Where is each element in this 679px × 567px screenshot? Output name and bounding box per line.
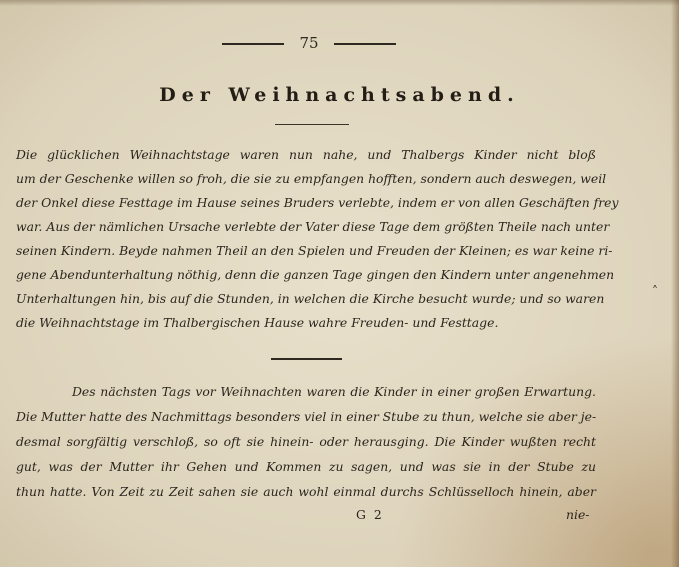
title-rule xyxy=(275,124,349,125)
chapter-title: Der Weihnachtsabend. xyxy=(159,84,520,106)
text-line: desmal sorgfältig verschloß, so oft sie hinein- oder herausging. Die Kinder wußten recht xyxy=(16,434,596,449)
text-line: die Weihnachtstage im Thalbergischen Hause wahre Freuden- und Festtage. xyxy=(16,315,499,330)
page-number: 75 xyxy=(299,34,319,52)
text-line: um der Geschenke willen so froh, die sie zu empfangen hofften, sondern auch deswegen, weil xyxy=(16,171,607,186)
text-line: Die Mutter hatte des Nachmittags besonders viel in einer Stube zu thun, welche sie aber je- xyxy=(16,409,597,424)
text-line: Die glücklichen Weihnachtstage waren nun nahe, und Thalbergs Kinder nicht bloß xyxy=(16,147,596,162)
text-line: Des nächsten Tags vor Weihnachten waren die Kinder in einer großen Erwartung. xyxy=(72,384,596,399)
text-line: gut, was der Mutter ihr Gehen und Kommen zu sagen, und was sie in der Stube zu xyxy=(16,459,596,474)
text-line: war. Aus der nämlichen Ursache verlebte der Vater diese Tage dem größten Theile nach unter xyxy=(16,219,610,234)
margin-mark: ˄ xyxy=(652,284,658,298)
section-divider-rule xyxy=(271,358,342,360)
header-rule-right xyxy=(334,43,396,45)
header-rule-left xyxy=(222,43,284,45)
text-line: Unterhaltungen hin, bis auf die Stunden, in welchen die Kirche besucht wurde; und so waren xyxy=(16,291,605,306)
page-top-shadow xyxy=(0,0,679,6)
text-line: seinen Kindern. Beyde nahmen Theil an den Spielen und Freuden der Kleinen; es war keine ri- xyxy=(16,243,613,258)
text-line: thun hatte. Von Zeit zu Zeit sahen sie auch wohl einmal durchs Schlüsselloch hinein, aber xyxy=(16,484,596,499)
text-line: der Onkel diese Festtage im Hause seines Bruders verlebte, indem er von allen Geschäften frey xyxy=(16,195,619,210)
catchword: nie- xyxy=(566,507,590,522)
signature-mark: G 2 xyxy=(356,507,384,522)
page-header xyxy=(0,34,679,54)
text-line: gene Abendunterhaltung nöthig, denn die ganzen Tage gingen den Kindern unter angenehmen xyxy=(16,267,615,282)
